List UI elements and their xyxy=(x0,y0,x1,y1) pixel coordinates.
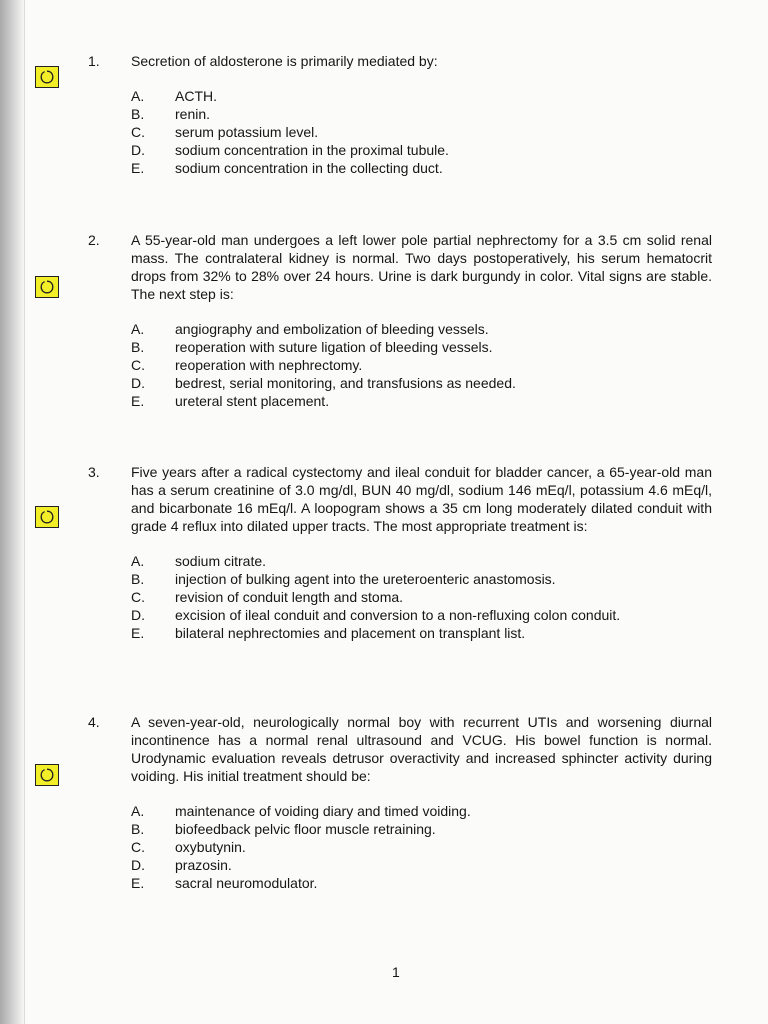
option-text: serum potassium level. xyxy=(175,124,319,140)
option-c xyxy=(131,356,712,374)
option-d xyxy=(131,141,712,159)
option-letter: B. xyxy=(131,821,145,837)
question-stem: Secretion of aldosterone is primarily mediated by: xyxy=(131,53,438,69)
option-text: bilateral nephrectomies and placement on transplant list. xyxy=(175,625,526,641)
scan-edge-line xyxy=(24,0,25,1024)
option-d xyxy=(131,606,712,624)
option-text: angiography and embolization of bleeding vessels. xyxy=(175,321,489,337)
option-c xyxy=(131,588,712,606)
option-b xyxy=(131,570,712,588)
option-text: biofeedback pelvic floor muscle retraining. xyxy=(175,821,436,837)
answer-options xyxy=(131,802,712,892)
option-text: reoperation with suture ligation of bleeding vessels. xyxy=(175,339,493,355)
question-stem: Five years after a radical cystectomy and ileal conduit for bladder cancer, a 65-year-old man has a serum creatinine of 3.0 mg/dl, BUN 40 mg/dl, sodium 146 mEq/l, potassium 4.6 mEq/l, and bicarbonate 16 mEq/l. A loopogram shows a 35 cm long moderately dilated conduit with grade 4 reflux into dilated upper tracts. The most appropriate treatment is: xyxy=(131,464,712,534)
option-letter: A. xyxy=(131,803,145,819)
option-text: bedrest, serial monitoring, and transfusions as needed. xyxy=(175,375,516,391)
circle-mark-icon xyxy=(39,69,55,85)
option-letter: D. xyxy=(131,857,145,873)
option-a xyxy=(131,87,712,105)
option-text: revision of conduit length and stoma. xyxy=(175,589,404,605)
option-text: reoperation with nephrectomy. xyxy=(175,357,363,373)
option-letter: A. xyxy=(131,553,145,569)
option-letter: C. xyxy=(131,357,145,373)
question-number: 1. xyxy=(88,53,100,69)
option-letter: A. xyxy=(131,88,145,104)
tab-marker-q2 xyxy=(35,276,59,298)
option-e xyxy=(131,874,712,892)
option-e xyxy=(131,159,712,177)
option-letter: B. xyxy=(131,571,145,587)
option-a xyxy=(131,320,712,338)
question-2 xyxy=(88,231,712,410)
option-e xyxy=(131,624,712,642)
option-letter: E. xyxy=(131,625,145,641)
circle-mark-icon xyxy=(39,767,55,783)
option-letter: E. xyxy=(131,160,145,176)
option-text: injection of bulking agent into the ureteroenteric anastomosis. xyxy=(175,571,556,587)
option-text: ureteral stent placement. xyxy=(175,393,330,409)
option-text: maintenance of voiding diary and timed voiding. xyxy=(175,803,471,819)
tab-marker-q4 xyxy=(35,764,59,786)
tab-marker-q3 xyxy=(35,506,59,528)
option-b xyxy=(131,338,712,356)
page-number: 1 xyxy=(392,964,400,980)
option-letter: E. xyxy=(131,393,145,409)
option-letter: B. xyxy=(131,339,145,355)
option-d xyxy=(131,856,712,874)
answer-options xyxy=(131,320,712,410)
question-number: 4. xyxy=(88,714,100,730)
option-letter: A. xyxy=(131,321,145,337)
option-text: ACTH. xyxy=(175,88,217,104)
answer-options xyxy=(131,87,712,177)
question-number: 3. xyxy=(88,464,100,480)
question-1 xyxy=(88,52,712,177)
option-letter: D. xyxy=(131,142,145,158)
option-letter: D. xyxy=(131,607,145,623)
option-letter: C. xyxy=(131,589,145,605)
option-a xyxy=(131,552,712,570)
question-number: 2. xyxy=(88,232,100,248)
option-e xyxy=(131,392,712,410)
scan-shadow-edge xyxy=(0,0,24,1024)
option-text: sodium concentration in the collecting duct. xyxy=(175,160,443,176)
question-4 xyxy=(88,713,712,892)
option-b xyxy=(131,820,712,838)
option-text: sodium citrate. xyxy=(175,553,267,569)
option-letter: B. xyxy=(131,106,145,122)
option-a xyxy=(131,802,712,820)
option-text: sodium concentration in the proximal tubule. xyxy=(175,142,449,158)
option-letter: E. xyxy=(131,875,145,891)
option-b xyxy=(131,105,712,123)
option-text: renin. xyxy=(175,106,211,122)
question-3 xyxy=(88,463,712,642)
question-stem: A 55-year-old man undergoes a left lower pole partial nephrectomy for a 3.5 cm solid renal mass. The contralateral kidney is normal. Two days postoperatively, his serum hematocrit drops from 32% to 28% over 24 hours. Urine is dark burgundy in color. Vital signs are stable. The next step is: xyxy=(131,232,712,302)
option-letter: C. xyxy=(131,124,145,140)
option-text: prazosin. xyxy=(175,857,232,873)
circle-mark-icon xyxy=(39,509,55,525)
answer-options xyxy=(131,552,712,642)
option-c xyxy=(131,123,712,141)
option-text: excision of ileal conduit and conversion to a non-refluxing colon conduit. xyxy=(175,607,621,623)
question-stem: A seven-year-old, neurologically normal boy with recurrent UTIs and worsening diurnal incontinence has a normal renal ultrasound and VCUG. His bowel function is normal. Urodynamic evaluation reveals detrusor overactivity and increased sphincter activity during voiding. His initial treatment should be: xyxy=(131,714,712,784)
option-text: sacral neuromodulator. xyxy=(175,875,318,891)
option-letter: C. xyxy=(131,839,145,855)
option-letter: D. xyxy=(131,375,145,391)
tab-marker-q1 xyxy=(35,66,59,88)
option-c xyxy=(131,838,712,856)
circle-mark-icon xyxy=(39,279,55,295)
option-text: oxybutynin. xyxy=(175,839,246,855)
option-d xyxy=(131,374,712,392)
